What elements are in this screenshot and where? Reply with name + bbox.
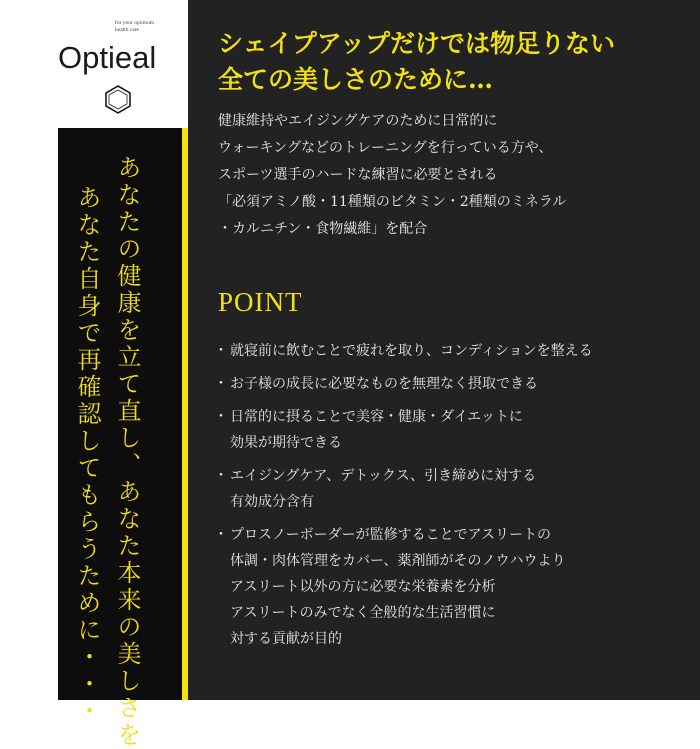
point-item-line: プロスノーボーダーが監修することでアスリートの: [230, 527, 552, 543]
point-item: [214, 404, 684, 456]
headline-line: 全ての美しさのために…: [218, 65, 494, 94]
intro-line: ウォーキングなどのトレーニングを行っている方や、: [218, 140, 553, 156]
bullet-icon: ・: [214, 343, 228, 359]
point-item-line: 就寝前に飲むことで疲れを取り、コンディションを整える: [230, 343, 593, 359]
point-item-line: 有効成分含有: [230, 494, 314, 510]
bullet-icon: ・: [214, 376, 228, 392]
brand-logo: [58, 18, 188, 108]
headline-line: シェイプアップだけでは物足りない: [218, 29, 616, 58]
headline: [218, 26, 688, 98]
bullet-icon: ・: [214, 409, 228, 425]
logo-tagline: [115, 20, 154, 34]
point-item-line: 体調・肉体管理をカバー、薬剤師がそのノウハウより: [230, 553, 566, 569]
intro-line: スポーツ選手のハードな練習に必要とされる: [218, 167, 498, 183]
intro-line: 「必須アミノ酸・11種類のビタミン・2種類のミネラル: [218, 194, 567, 210]
hexagon-icon: [103, 84, 133, 114]
vertical-message-line: あなたの健康を立て直し、あなた本来の美しさを: [113, 155, 141, 749]
logo-tagline-line: for your optimum: [115, 20, 155, 26]
point-item: [214, 522, 684, 652]
point-item-line: 日常的に摂ることで美容・健康・ダイエットに: [230, 409, 523, 425]
point-item-line: エイジングケア、デトックス、引き締めに対する: [230, 468, 537, 484]
intro-line: 健康維持やエイジングケアのために日常的に: [218, 113, 498, 129]
point-item-line: アスリートのみでなく全般的な生活習慣に: [230, 605, 496, 621]
bullet-icon: ・: [214, 527, 228, 543]
point-item-line: お子様の成長に必要なものを無理なく摂取できる: [230, 376, 538, 392]
point-heading: POINT: [218, 287, 303, 317]
point-list: [214, 338, 684, 659]
logo-wordmark: Optieal: [58, 40, 157, 75]
point-item: [214, 371, 684, 397]
point-item: [214, 338, 684, 364]
point-item-line: アスリート以外の方に必要な栄養素を分析: [230, 579, 496, 595]
logo-tagline-line: health care: [115, 27, 139, 33]
vertical-message-line: あなた自身で再確認してもらうために・・・: [73, 185, 101, 725]
point-item: [214, 463, 684, 515]
intro-paragraph: [218, 108, 688, 243]
intro-line: ・カルニチン・食物繊維」を配合: [218, 221, 428, 237]
point-item-line: 効果が期待できる: [230, 435, 342, 451]
main-content-panel: [188, 0, 700, 700]
point-item-line: 対する貢献が目的: [230, 631, 342, 647]
bullet-icon: ・: [214, 468, 228, 484]
